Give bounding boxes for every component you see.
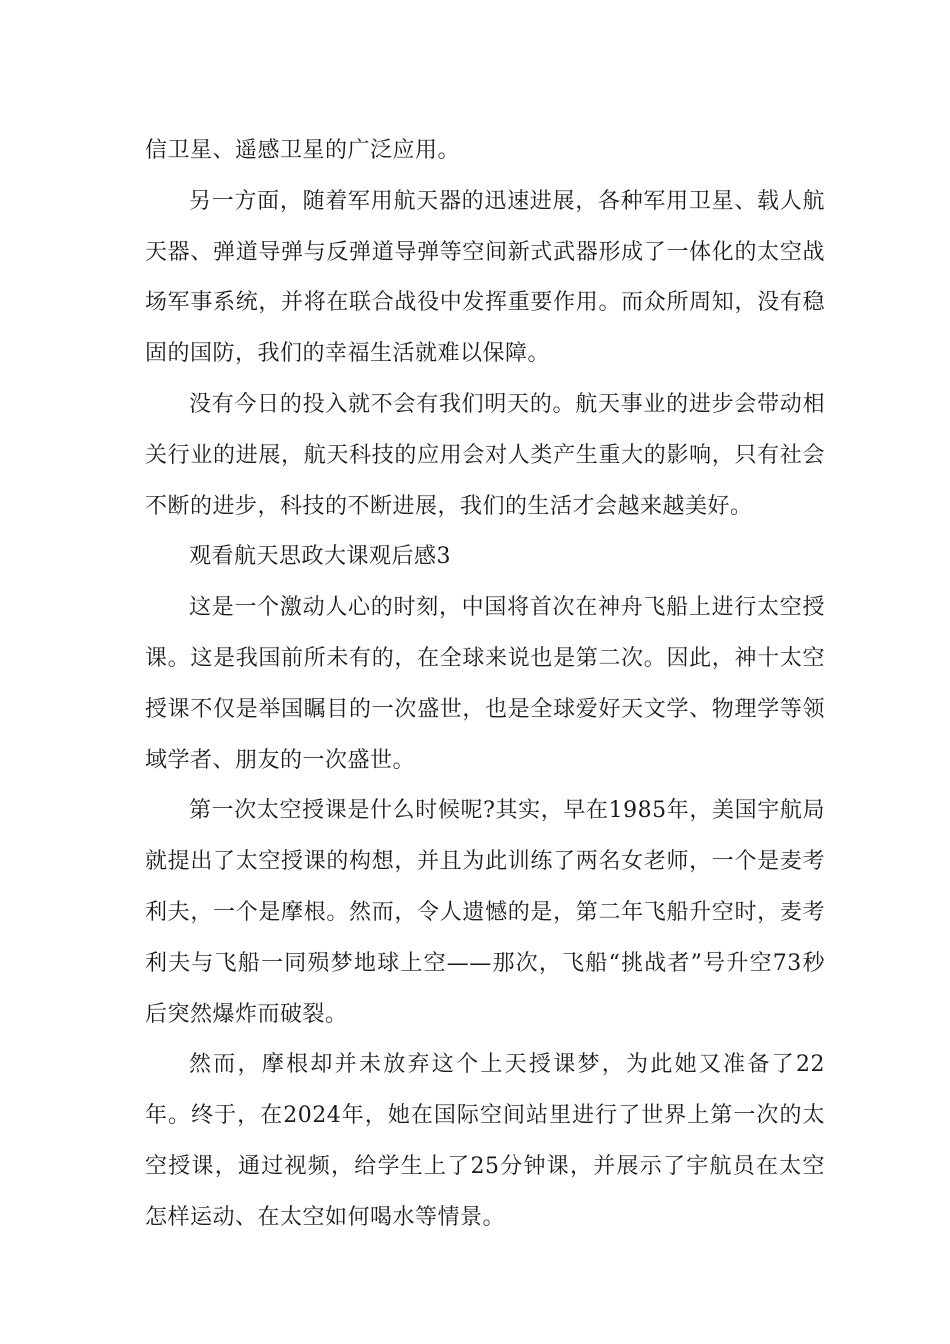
document-body: [145, 126, 825, 1244]
paragraph-first-lecture: 第一次太空授课是什么时候呢?其实，早在1985年，美国宇航局就提出了太空授课的构想，并且为此训练了两名女老师，一个是麦考利夫，一个是摩根。然而，令人遗憾的是，第二年飞船升空时，麦考利夫与飞船一同殒梦地球上空——那次，飞船“挑战者”号升空73秒后突然爆炸而破裂。: [145, 798, 825, 1027]
paragraph-military-space: 另一方面，随着军用航天器的迅速进展，各种军用卫星、载人航天器、弹道导弹与反弹道导弹等空间新式武器形成了一体化的太空战场军事系统，并将在联合战役中发挥重要作用。而众所周知，没有稳固的国防，我们的幸福生活就难以保障。: [145, 188, 825, 367]
paragraph-investment: 没有今日的投入就不会有我们明天的。航天事业的进步会带动相关行业的进展，航天科技的应用会对人类产生重大的影响，只有社会不断的进步，科技的不断进展，我们的生活才会越来越美好。: [145, 391, 825, 519]
paragraph-space-lecture: 这是一个激动人心的时刻，中国将首次在神舟飞船上进行太空授课。这是我国前所未有的，在全球来说也是第二次。因此，神十太空授课不仅是举国瞩目的一次盛世，也是全球爱好天文学、物理学等领域学者、朋友的一次盛世。: [145, 595, 825, 773]
paragraph-continued: 信卫星、遥感卫星的广泛应用。: [145, 138, 461, 163]
section-heading: 观看航天思政大课观后感3: [189, 544, 451, 570]
paragraph-morgan: 然而，摩根却并未放弃这个上天授课梦，为此她又准备了22年。终于，在2024年，她在国际空间站里进行了世界上第一次的太空授课，通过视频，给学生上了25分钟课，并展示了宇航员在太空怎样运动、在太空如何喝水等情景。: [145, 1052, 825, 1230]
